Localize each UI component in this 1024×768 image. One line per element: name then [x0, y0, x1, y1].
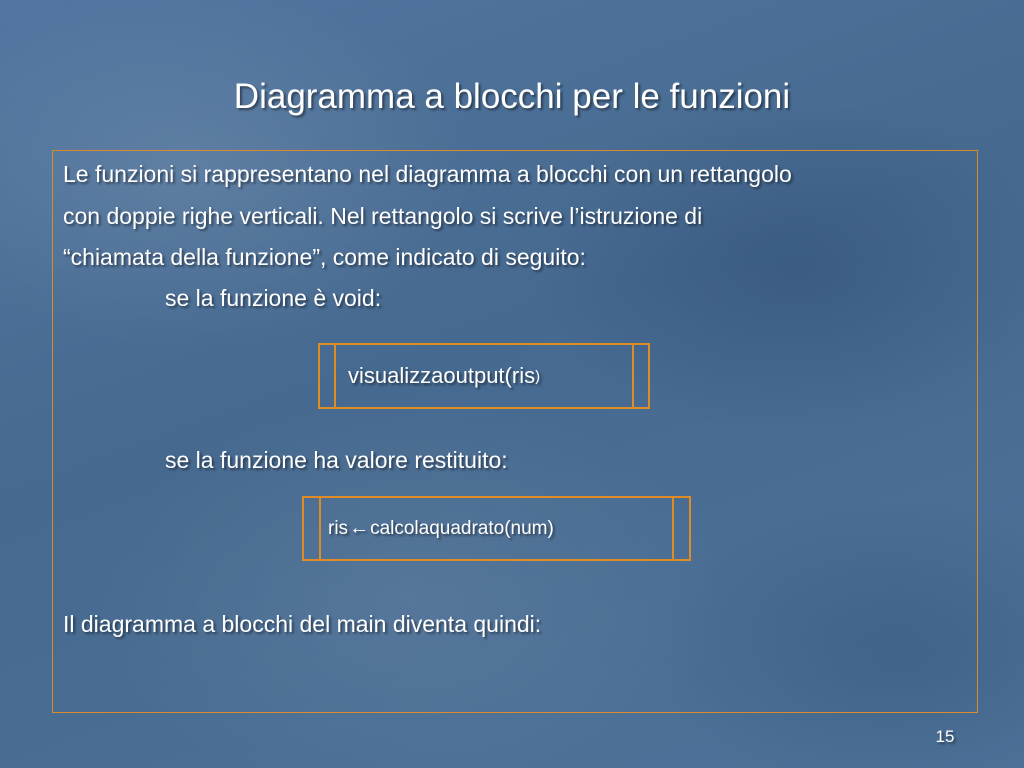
void-case-label: se la funzione è void: — [165, 285, 382, 311]
void-call-close-paren: ) — [535, 367, 541, 385]
intro-paragraph — [63, 154, 973, 279]
right-double-bar — [632, 345, 634, 407]
return-case-label: se la funzione ha valore restituito: — [165, 447, 508, 473]
intro-line-3: “chiamata della funzione”, come indicato di seguito: — [63, 244, 586, 270]
closing-line: Il diagramma a blocchi del main diventa quindi: — [63, 611, 542, 637]
intro-line-2: con doppie righe verticali. Nel rettangolo si scrive l’istruzione di — [63, 202, 703, 229]
return-function-block — [302, 496, 691, 561]
left-arrow-icon: ← — [349, 517, 370, 539]
left-double-bar — [319, 498, 321, 559]
void-function-call — [348, 345, 540, 407]
page-number: 15 — [935, 727, 955, 746]
intro-line-1: Le funzioni si rappresentano nel diagramma a blocchi con un rettangolo — [63, 161, 792, 187]
return-function-call — [328, 498, 554, 559]
void-function-block — [318, 343, 650, 409]
slide-title: Diagramma a blocchi per le funzioni — [233, 77, 791, 116]
void-call-text: visualizzaoutput(ris — [348, 363, 536, 388]
return-call-text: calcolaquadrato(num) — [370, 517, 554, 539]
left-double-bar — [334, 345, 336, 407]
right-double-bar — [672, 498, 674, 559]
return-var-text: ris — [328, 517, 349, 539]
